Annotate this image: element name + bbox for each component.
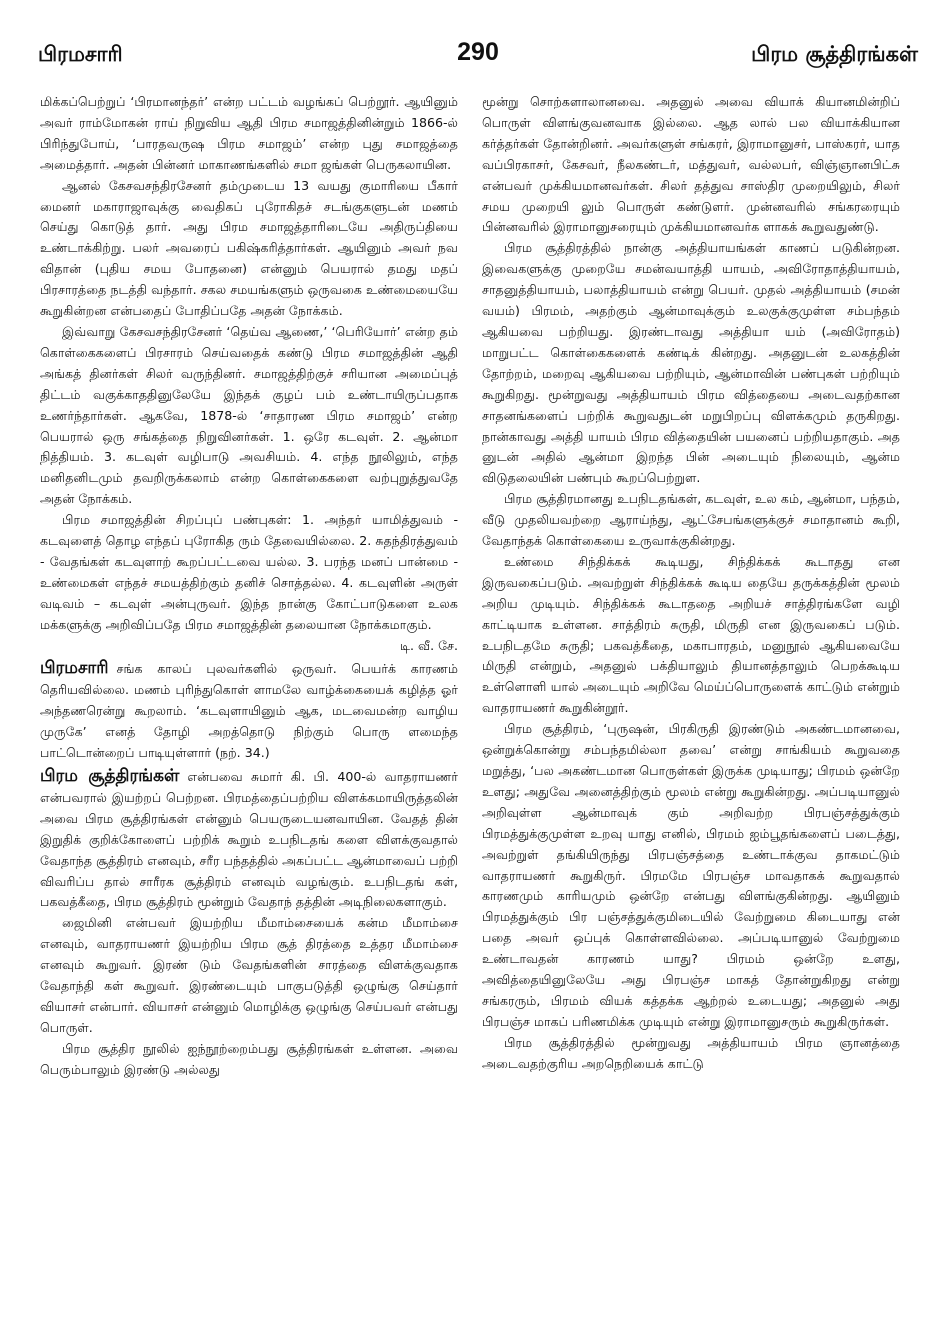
paragraph: மூன்று சொற்களாலானவை. அதனுல் அவை வியாக் கியானமின்றிப் பொருள் விளங்குவனவாக இல்லை. ஆத லால் பல வியாக்கியான கர்த்தர்கள் தோன்றினர். அவர்களுள் சங்கரர், இராமானுசர், பாஸ்கரர், யாத வப்பிரகாசர், கேசவர், நீலகண்டர், மத்துவர், வல்லபர், விஞ்ஞானபிட்சு என்பவர் முக்கியமானவர்கள். சிலர் தத்துவ சாஸ்திர முறையிலும், சிலர் சமய முறையி லும் பொருள் கண்டுளர். முன்னவரில் சங்கரரையும் பின்னவரில் இராமானுசரையும் முக்கியமானவர்க ளாகக் கூறுவதுண்டு. [482, 94, 900, 235]
author-signature: டி. வீ. சே. [399, 637, 458, 653]
entry-body: சங்க காலப் புலவர்களில் ஒருவர். பெயர்க் காரணம் தெரியவில்லை. மணம் புரிந்துகொள் ளாமலே வாழ்க்கையைக் கழித்த ஓர் அந்தணரென்று கூறலாம். ‘கடவுளாயினும் ஆக, மடவைமன்ற வாழிய முருகே’ எனத் தோழி அறத்தொடு நிற்கும் பொரு ளமைந்த பாட்டொன்றைப் பாடியுள்ளார் (நற். 34.) [40, 661, 458, 761]
paragraph: பிரம சூத்திரமானது உபநிடதங்கள், கடவுள், உல கம், ஆன்மா, பந்தம், வீடு முதலியவற்றை ஆராய்ந்து, ஆட்சேபங்களுக்குச் சமாதானம் கூறி, வேதாந்தக் கொள்கையை உருவாக்குகின்றது. [482, 491, 900, 549]
entry-paragraph [40, 658, 458, 764]
running-head-right: பிரம சூத்திரங்கள் [751, 42, 918, 66]
page-number: 290 [457, 38, 499, 66]
right-column [482, 92, 900, 1312]
entry-paragraph [40, 766, 458, 913]
paragraph: பிரம சூத்திரம், ‘புருஷன், பிரகிருதி இரண்டும் அகண்டமானவை, ஒன்றுக்கொன்று சம்பந்தமில்லா தவை’ என்று சாங்கியம் கூறுவதை மறுத்து, ‘பல அகண்டமான பொருள்கள் இருக்க முடியாது; பிரமம் ஒன்றே உளது; அதுவே அனைத்திற்கும் மூலம் என்று கூறுகின்றது. அப்படியானுல் அறிவுள்ள ஆன்மாவுக் கும் அறிவற்ற பிரபஞ்சத்துக்கும் பிரமத்துக்குமுள்ள உறவு யாது எனில், பிரமம் ஐம்பூதங்களைப் படைத்து, அவற்றுள் தங்கியிருந்து பிரபஞ்சத்தை உண்டாக்குவ தாகமட்டும் வாதராயணர் கூறுகிருர். பிரமமே பிரபஞ்ச மாவதாகக் கூறுவதால் காரணமும் காரியமும் ஒன்றே என்பது விளங்குகின்றது. ஆயினும் பிரமத்துக்கும் பிர பஞ்சத்துக்குமிடையில் வேற்றுமை கிடையாது என் பதை அவர் ஒப்புக் கொள்ளவில்லை. அப்படியானுல் வேற்றுமை உண்டாவதன் காரணம் யாது? பிரமம் ஒன்றே உளது, அவித்தையினுலேயே அது பிரபஞ்ச மாகத் தோன்றுகிறது என்று சங்கரரும், பிரமம் வியக் கத்தக்க ஆற்றல் உடையது; அதனுல் அது பிரபஞ்ச மாகப் பரிணமிக்க முடியும் என்று இராமானுசரும் கூறுகிருர்கள். [482, 721, 900, 1029]
paragraph: உண்மை சிந்திக்கக் கூடியது, சிந்திக்கக் கூடாதது என இருவகைப்படும். அவற்றுள் சிந்திக்கக் கூடிய தையே தருக்கத்தின் மூலம் அறிய முடியும். சிந்திக்கக் கூடாததை அறியச் சாத்திரங்களே வழி காட்டியாக உள்ளன. சாத்திரம் சுருதி, மிருதி என இருவகைப் படும். உபநிடதமே சுருதி; பகவத்கீதை, மகாபாரதம், மனுநூல் ஆகியவையே மிருதி என்றும், அதனுல் பக்தியாலும் தியானத்தாலும் பெறக்கூடிய உள்ளொளி யால் அடையும் அறிவே மெய்ப்பொருளைக் காட்டும் என்றும் வாதராயணர் கூறுகின்றூர். [482, 553, 900, 716]
entry-heading: பிரம சூத்திரங்கள் [40, 766, 180, 786]
paragraph: இவ்வாறு கேசவசந்திரசேனர் ‘தெய்வ ஆணை,’ ‘பெரியோர்’ என்ற தம் கொள்கைகளைப் பிரசாரம் செய்வதைக் கண்டு பிரம சமாஜத்தின் ஆதி அங்கத் தினர்கள் சிலர் வருந்தினர். சமாஜத்திற்குச் சரியான அமைப்புத் திட்டம் வகுக்காததினுலேயே இந்தக் குழப் பம் உண்டாயிருப்பதாக உணர்ந்தார்கள். ஆகவே, 1878-ல் ‘சாதாரண பிரம சமாஜம்’ என்ற பெயரால் ஒரு சங்கத்தை நிறுவினர்கள். 1. ஒரே கடவுள். 2. ஆன்மா நித்தியம். 3. கடவுள் வழிபாடு அவசியம். 4. எந்த நூலிலும், எந்த மனிதனிடமும் தவறிருக்கலாம் என்ற கொள்கைகளை வற்புறுத்துவதே அதன் நோக்கம். [40, 323, 458, 507]
left-column [40, 92, 458, 1312]
paragraph: ஜைமினி என்பவர் இயற்றிய மீமாம்சையைக் கன்ம மீமாம்சை எனவும், வாதராயணர் இயற்றிய பிரம சூத் திரத்தை உத்தர மீமாம்சை எனவும் கூறுவர். இரண் டும் வேதங்களின் சாரத்தை விளக்குவதாக வேதாந்தி கள் கூறுவர். இரண்டையும் பாகுபடுத்தி ஒழுங்கு செய்தார் வியாசர் என்பார். வியாசர் என்னும் மொழிக்கு ஒழுங்கு செய்பவர் என்பது பொருள். [40, 915, 458, 1035]
entry-heading: பிரமசாரி [40, 658, 109, 679]
paragraph: பிரம சமாஜத்தின் சிறப்புப் பண்புகள்: 1. அந்தர் யாமித்துவம் - கடவுளைத் தொழ எந்தப் புரோகித ரும் தேவையில்லை. 2. சுதந்திரத்துவம் - வேதங்கள் கடவுளாற் கூறப்பட்டவை யல்ல. 3. பரந்த மனப் பான்மை - உண்மைகள் எந்தச் சமயத்திற்கும் தனிச் சொத்தல்ல. 4. கடவுளின் அருள் வடிவம் – கடவுள் அன்புருவர். இந்த நான்கு கோட்பாடுகளை உலக மக்களுக்கு அறிவிப்பதே பிரம சமாஜத்தின் தலையான நோக்கமாகும். [40, 512, 458, 632]
paragraph: பிரம சூத்திரத்தில் நான்கு அத்தியாயங்கள் காணப் படுகின்றன. இவைகளுக்கு முறையே சமன்வயாத்தி யாயம், அவிரோதாத்தியாயம், சாதனுத்தியாயம், பலாத்தியாயம் என்று பெயர். முதல் அத்தியாயம் (சமன் வயம்) பிரமம், அதற்கும் ஆன்மாவுக்கும் உலகுக்குமுள்ள சம்பந்தம் ஆகியவை பற்றியது. இரண்டாவது அத்தியா யம் (அவிரோதம்) மாறுபட்ட கொள்கைகளைக் கண்டிக் கின்றது. அதனுடன் உலகத்தின் தோற்றம், மறைவு ஆகியவை பற்றியும், ஆன்மாவின் பண்புகள் பற்றியும் கூறுகிறது. மூன்றுவது அத்தியாயம் பிரம வித்தையை அடைவதற்கான சாதனங்களைப் பற்றிக் கூறுவதுடன் மறுபிறப்பு விளக்கமும் தருகிறது. நான்காவது அத்தி யாயம் பிரம வித்தையின் பயனைப் பற்றியதாகும். அத னுடன் அதில் ஆன்மா இறந்த பின் அடையும் நிலையும், ஆன்ம விடுதலையின் பண்பும் கூறப்பெற்றுள. [482, 240, 900, 486]
paragraph: மிக்கப்பெற்றுப் ‘பிரமானந்தர்’ என்ற பட்டம் வழங்கப் பெற்றூர். ஆயினும் அவர் ராம்மோகன் ராய் நிறுவிய ஆதி பிரம சமாஜத்தினின்றும் 1866-ல் பிரிந்துபோய், ‘பாரதவருஷ பிரம சமாஜம்’ என்ற புது சமாஜத்தை அமைத்தார். அதன் பின்னர் மாகாணங்களில் சமா ஜங்கள் பெருகலாயின. [40, 94, 458, 172]
page-header [38, 38, 918, 78]
paragraph: பிரம சூத்திர நூலில் ஐந்நூற்றைம்பது சூத்திரங்கள் உள்ளன. அவை பெரும்பாலும் இரண்டு அல்லது [40, 1040, 458, 1077]
entry-body: என்பவை சுமார் கி. பி. 400-ல் வாதராயணர் என்பவரால் இயற்றப் பெற்றன. பிரமத்தைப்பற்றிய விளக்கமாயிருத்தலின் அவை பிரம சூத்திரங்கள் என்னும் பெயருடையனவாயின. வேதத் தின் இறுதிக் குறிக்கோளைப் பற்றிக் கூறும் உபநிடதங் களை விளக்குவதால் வேதாந்த சூத்திரம் எனவும், சரீர பந்தத்தில் அகப்பட்ட ஆன்மாவைப் பற்றி விவரிப்ப தால் சாரீரக சூத்திரம் எனவும் வழங்கும். உபநிடதங் கள், பகவத்கீதை, பிரம சூத்திரம் மூன்றும் வேதாந் தத்தின் அடிநிலைகளாகும். [40, 769, 458, 910]
paragraph: ஆனல் கேசவசந்திரசேனர் தம்முடைய 13 வயது குமாரியை பீகார் மைனர் மகாராஜாவுக்கு வைதிகப் புரோகிதச் சடங்குகளுடன் மணம் செய்து கொடுத் தார். அது பிரம சமாஜத்தாரிடையே அதிருப்தியை உண்டாக்கிற்று. பலர் அவரைப் பகிஷ்கரித்தார்கள். ஆயினும் அவர் நவ விதான் (புதிய சமய போதனை) என்னும் பெயரால் தமது மதப் பிரசாரத்தை நடத்தி வந்தார். சகல சமயங்களும் ஒருவகை உண்மையையே கூறுகின்றன என்பதைப் போதிப்பதே அதன் நோக்கம். [40, 177, 458, 319]
running-head-left: பிரமசாரி [38, 42, 123, 66]
paragraph: பிரம சூத்திரத்தில் மூன்றுவது அத்தியாயம் பிரம ஞானத்தை அடைவதற்குரிய அறநெறியைக் காட்டு [482, 1034, 900, 1071]
